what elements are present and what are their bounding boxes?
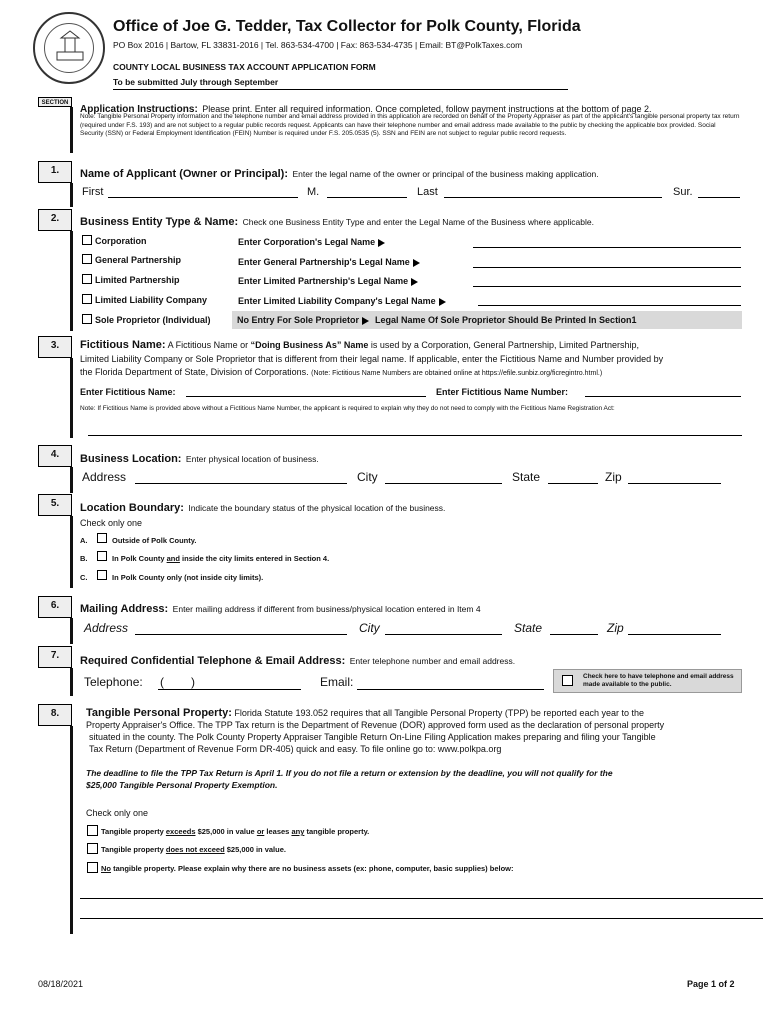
section-1-text: Enter the legal name of the owner or principal of the business making application.	[292, 169, 599, 179]
area-code-close: )	[191, 675, 195, 689]
section-3-heading: Fictitious Name:	[80, 339, 166, 351]
section-2-header	[80, 212, 740, 230]
first-name-label: First	[82, 186, 104, 198]
sole-proprietor-notice	[232, 311, 742, 329]
form-name: COUNTY LOCAL BUSINESS TAX ACCOUNT APPLICATION FORM	[113, 62, 376, 72]
general-partnership-prompt	[238, 257, 420, 267]
section-3-text-3: the Florida Department of State, Division of Corporations.	[80, 367, 309, 377]
section-8-text-1: Florida Statute 193.052 requires that all Tangible Personal Property (TPP) be reported each year to the	[234, 708, 644, 718]
section-5-check-only: Check only one	[80, 518, 143, 528]
fictitious-number-field[interactable]	[585, 396, 741, 397]
area-code-open: (	[160, 675, 164, 689]
section-3-line-1	[80, 339, 745, 351]
middle-initial-field[interactable]	[327, 197, 407, 198]
section-rail	[70, 107, 73, 153]
sole-proprietor-checkbox[interactable]	[82, 314, 92, 324]
tpp-explanation-line-1[interactable]	[80, 898, 763, 899]
tpp-deadline-1: The deadline to file the TPP Tax Return is April 1. If you do not file a return or extension by the deadline, you will not qualify for the	[86, 768, 613, 778]
section-2-number: 2.	[38, 209, 72, 231]
llc-prompt	[238, 296, 446, 306]
business-city-label: City	[357, 470, 378, 484]
section-1-heading: Name of Applicant (Owner or Principal):	[80, 168, 289, 180]
general-partnership-label: General Partnership	[95, 255, 182, 265]
middle-initial-label: M.	[307, 186, 320, 198]
public-disclosure-box	[553, 669, 742, 693]
polk-only-label: In Polk County only (not inside city limits).	[112, 573, 264, 582]
corporation-prompt-text: Enter Corporation's Legal Name	[238, 237, 376, 247]
section-rail	[70, 467, 73, 493]
mailing-state-field[interactable]	[550, 634, 598, 635]
business-city-field[interactable]	[385, 483, 502, 484]
business-zip-label: Zip	[605, 470, 622, 484]
mailing-zip-label: Zip	[607, 621, 624, 635]
first-name-field[interactable]	[108, 197, 298, 198]
section-6-heading: Mailing Address:	[80, 603, 169, 615]
section-1-header	[80, 164, 740, 182]
polk-only-checkbox[interactable]	[97, 570, 107, 580]
section-rail	[70, 726, 73, 934]
mailing-address-field[interactable]	[135, 634, 347, 635]
tpp-exceeds-text-b: $25,000 in value	[197, 827, 255, 836]
section-5-text: Indicate the boundary status of the physical location of the business.	[188, 503, 446, 513]
last-name-field[interactable]	[444, 197, 662, 198]
sole-proprietor-label: Sole Proprietor (Individual)	[95, 315, 211, 325]
general-partnership-checkbox[interactable]	[82, 254, 92, 264]
office-title: Office of Joe G. Tedder, Tax Collector for Polk County, Florida	[113, 18, 581, 35]
arrow-right-icon	[362, 317, 369, 325]
fictitious-number-label: Enter Fictitious Name Number:	[436, 387, 569, 397]
section-3-line-3	[80, 367, 745, 377]
inside-city-text-and: and	[166, 554, 180, 563]
office-contact: PO Box 2016 | Bartow, FL 33831-2016 | Tel. 863-534-4700 | Fax: 863-534-4735 | Email: BT@PolkTaxes.com	[113, 40, 523, 50]
section-7-header	[80, 651, 740, 669]
email-field[interactable]	[357, 689, 544, 690]
section-4-number: 4.	[38, 445, 72, 467]
instructions-text: Please print. Enter all required information. Once completed, follow payment instructions at the bottom of page 2.	[202, 104, 652, 114]
business-state-field[interactable]	[548, 483, 598, 484]
revision-date: 08/18/2021	[38, 979, 84, 989]
tpp-explanation-line-2[interactable]	[80, 918, 763, 919]
last-name-label: Last	[417, 186, 438, 198]
section-8-line-4: Tax Return (Department of Revenue Form DR-405) quick and easy. To file online go to: www.polkpa.org	[89, 744, 502, 754]
section-5-number: 5.	[38, 494, 72, 516]
business-address-field[interactable]	[135, 483, 347, 484]
section-3-text-1: A Fictitious Name or	[167, 340, 249, 350]
section-3-text-2: is used by a Corporation, General Partnership, Limited Partnership,	[370, 340, 639, 350]
section-3-line-2: Limited Liability Company or Sole Proprietor that is different from their legal name. If applicable, enter the Fictitious Name and Number provided by	[80, 354, 664, 364]
tpp-none-label	[101, 864, 514, 873]
general-partnership-prompt-text: Enter General Partnership's Legal Name	[238, 257, 410, 267]
limited-partnership-label: Limited Partnership	[95, 275, 180, 285]
tax-collector-seal	[33, 12, 105, 84]
section-3-note: Note: If Fictitious Name is provided above without a Fictitious Name Number, the applicant is required to explain why they do not need to comply with the Fictitious Name Registration Act:	[80, 405, 615, 412]
llc-name-field[interactable]	[478, 305, 741, 306]
section-8-number: 8.	[38, 704, 72, 726]
header-rule	[113, 89, 568, 90]
option-b-letter: B.	[80, 554, 88, 563]
llc-checkbox[interactable]	[82, 294, 92, 304]
mailing-city-field[interactable]	[385, 634, 502, 635]
option-c-letter: C.	[80, 573, 88, 582]
fictitious-explanation-field[interactable]	[88, 435, 742, 436]
arrow-right-icon	[413, 259, 420, 267]
general-partnership-name-field[interactable]	[473, 267, 741, 268]
section-rail	[70, 668, 73, 696]
section-2-heading: Business Entity Type & Name:	[80, 216, 239, 228]
tpp-exceeds-text-u: exceeds	[165, 827, 196, 836]
tpp-none-text-b: tangible property. Please explain why there are no business assets (ex: phone, computer, basic supplies) below:	[113, 864, 514, 873]
section-6-header	[80, 599, 740, 617]
section-7-heading: Required Confidential Telephone & Email Address:	[80, 655, 346, 667]
corporation-prompt	[238, 237, 385, 247]
limited-partnership-checkbox[interactable]	[82, 274, 92, 284]
sole-proprietor-notice-text: No Entry For Sole Proprietor	[237, 315, 360, 325]
section-8-heading: Tangible Personal Property:	[86, 707, 232, 719]
limited-partnership-name-field[interactable]	[473, 286, 741, 287]
tpp-not-exceed-text-b: $25,000 in value.	[226, 845, 286, 854]
section-8-line-3: situated in the county. The Polk County Property Appraiser Tangible Return On-Line Filing Application makes preparing and filing your Tangible	[89, 732, 656, 742]
instructions-heading: Application Instructions:	[80, 104, 198, 115]
section-3-number: 3.	[38, 336, 72, 358]
sole-proprietor-notice-text-2: Legal Name Of Sole Proprietor Should Be Printed In Section1	[375, 315, 637, 325]
tpp-not-exceed-text-u: does not exceed	[165, 845, 225, 854]
arrow-right-icon	[439, 298, 446, 306]
corporation-label: Corporation	[95, 236, 147, 246]
section-rail	[70, 516, 73, 588]
page-number: Page 1 of 2	[687, 979, 735, 989]
mailing-zip-field[interactable]	[628, 634, 721, 635]
section-2-text: Check one Business Entity Type and enter the Legal Name of the Business where applicable.	[242, 217, 594, 227]
inside-city-text-b: inside the city limits entered in Section 4.	[182, 554, 330, 563]
arrow-right-icon	[411, 278, 418, 286]
section-7-number: 7.	[38, 646, 72, 668]
sunbiz-note: (Note: Fictitious Name Numbers are obtained online at https://efile.sunbiz.org/ficregintro.html.)	[311, 370, 603, 377]
dba-label: “Doing Business As” Name	[250, 340, 369, 350]
inside-city-checkbox[interactable]	[97, 551, 107, 561]
section-rail	[70, 231, 73, 331]
inside-city-label	[112, 554, 329, 563]
tpp-exceeds-text-d: tangible property.	[306, 827, 370, 836]
section-7-text: Enter telephone number and email address.	[349, 656, 516, 666]
suffix-field[interactable]	[698, 197, 740, 198]
telephone-field[interactable]	[158, 689, 301, 690]
section-4-heading: Business Location:	[80, 453, 182, 465]
public-disclosure-checkbox[interactable]	[562, 675, 573, 686]
outside-polk-checkbox[interactable]	[97, 533, 107, 543]
arrow-right-icon	[378, 239, 385, 247]
section-rail	[70, 358, 73, 438]
suffix-label: Sur.	[673, 186, 693, 198]
tpp-none-text-u: No	[101, 864, 111, 873]
llc-label: Limited Liability Company	[95, 295, 208, 305]
instructions-note: Note: Tangible Personal Property information and the telephone number and email address provided in this application are recorded on behalf of the Property Appraiser as part of the applicant's tangible personal property tax return (required under F.S. 193) and are not subject to a regular public records request. Applicants can have their telephone number and email address made available to the public by checking the applicable box provided. Social Security (SSN) or Federal Employment Identification (FEIN) Number is required under F.S. 205.0535 (5). SSN and FEIN are not subject to regular public record requests.	[80, 113, 740, 137]
fictitious-name-field[interactable]	[186, 396, 426, 397]
corporation-name-field[interactable]	[473, 247, 741, 248]
option-a-letter: A.	[80, 536, 88, 545]
inside-city-text-a: In Polk County	[112, 554, 165, 563]
tpp-not-exceed-text-a: Tangible property	[101, 845, 164, 854]
tpp-none-checkbox[interactable]	[87, 862, 98, 873]
tpp-exceeds-text-any: any	[291, 827, 305, 836]
section-8-line-1	[86, 707, 751, 719]
tpp-not-exceed-checkbox[interactable]	[87, 843, 98, 854]
section-4-header	[80, 449, 740, 467]
limited-partnership-prompt	[238, 276, 418, 286]
telephone-label: Telephone:	[84, 675, 143, 689]
section-5-header	[80, 498, 740, 516]
public-disclosure-label: Check here to have telephone and email address made available to the public.	[583, 673, 734, 688]
tpp-deadline-2: $25,000 Tangible Personal Property Exemption.	[86, 780, 278, 790]
llc-prompt-text: Enter Limited Liability Company's Legal Name	[238, 296, 436, 306]
section-label: SECTION	[38, 97, 72, 107]
tpp-exceeds-label	[101, 827, 369, 836]
section-5-heading: Location Boundary:	[80, 502, 184, 514]
mailing-state-label: State	[514, 621, 543, 635]
mailing-city-label: City	[359, 621, 380, 635]
business-state-label: State	[512, 470, 541, 484]
business-zip-field[interactable]	[628, 483, 721, 484]
section-6-text: Enter mailing address if different from business/physical location entered in Item 4	[172, 604, 481, 614]
section-8-line-2: Property Appraiser's Office. The TPP Tax return is the Department of Revenue (DOR) approved form used as the declaration of personal property	[86, 720, 665, 730]
mailing-address-label: Address	[84, 621, 129, 635]
form-subtitle: To be submitted July through September	[113, 77, 279, 87]
section-6-number: 6.	[38, 596, 72, 618]
section-4-text: Enter physical location of business.	[185, 454, 319, 464]
tpp-exceeds-text-a: Tangible property	[101, 827, 164, 836]
tpp-exceeds-checkbox[interactable]	[87, 825, 98, 836]
email-label: Email:	[320, 675, 354, 689]
section-rail	[70, 183, 73, 207]
outside-polk-label: Outside of Polk County.	[112, 536, 197, 545]
section-8-check-only: Check only one	[86, 808, 149, 818]
tpp-not-exceed-label	[101, 845, 286, 854]
section-1-number: 1.	[38, 161, 72, 183]
limited-partnership-prompt-text: Enter Limited Partnership's Legal Name	[238, 276, 409, 286]
corporation-checkbox[interactable]	[82, 235, 92, 245]
section-rail	[70, 618, 73, 644]
fictitious-name-label: Enter Fictitious Name:	[80, 387, 176, 397]
tpp-exceeds-text-c: leases	[266, 827, 290, 836]
tpp-exceeds-text-or: or	[256, 827, 265, 836]
business-address-label: Address	[82, 470, 127, 484]
